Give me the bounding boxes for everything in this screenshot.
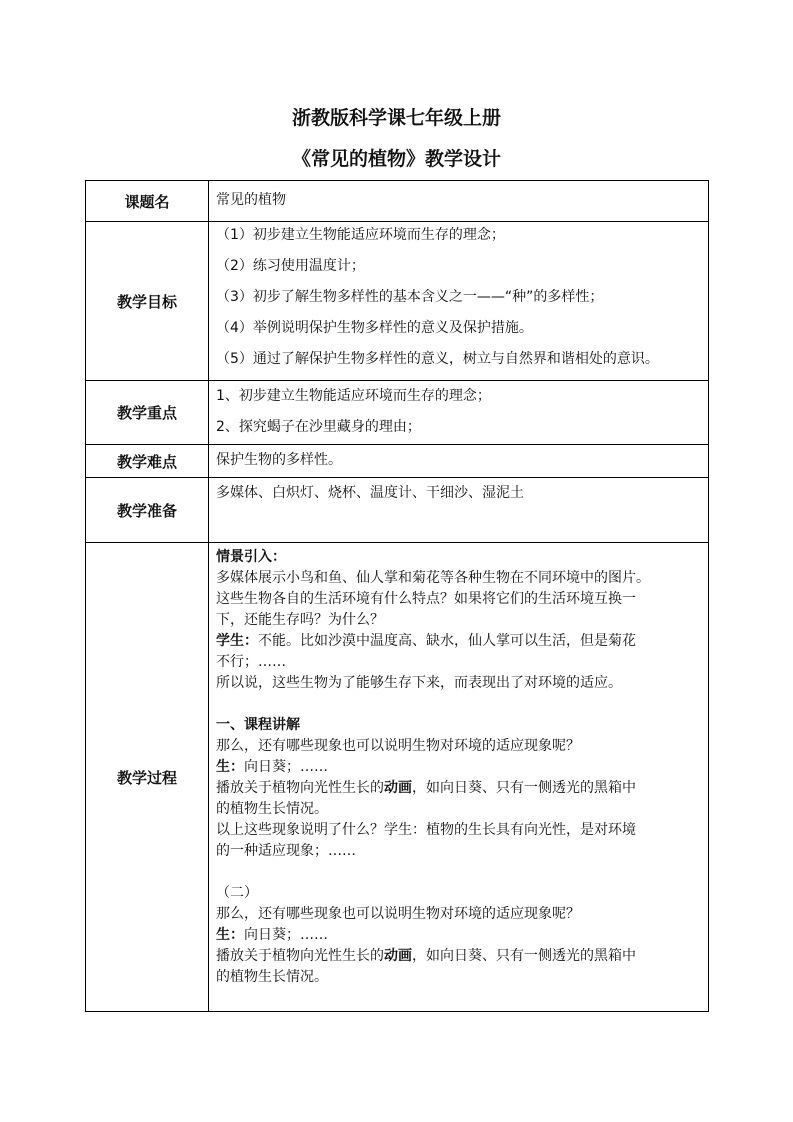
s1-play-post: ，如向日葵、只有一侧透光的黑箱中 bbox=[412, 780, 636, 796]
section1-heading: 一、课程讲解 bbox=[216, 717, 300, 733]
value-key-points bbox=[209, 381, 709, 445]
s1-answer-text: 向日葵；…… bbox=[244, 759, 328, 775]
intro-heading: 情景引入： bbox=[216, 549, 286, 565]
label-key-points: 教学重点 bbox=[86, 381, 209, 445]
s2-play-post: ，如向日葵、只有一侧透光的黑箱中 bbox=[412, 948, 636, 964]
document-subtitle: 《常见的植物》教学设计 bbox=[291, 148, 501, 170]
s1-answer-label: 生： bbox=[216, 759, 244, 775]
intro-line: 下，还能生存吗？为什么？ bbox=[216, 612, 384, 628]
label-preparation: 教学准备 bbox=[86, 478, 209, 543]
s2-question: 那么，还有哪些现象也可以说明生物对环境的适应现象呢？ bbox=[216, 906, 580, 922]
objective-item: （2）练习使用温度计； bbox=[216, 258, 365, 274]
s2-answer-text: 向日葵；…… bbox=[244, 927, 328, 943]
s1-question: 那么，还有哪些现象也可以说明生物对环境的适应现象呢？ bbox=[216, 738, 580, 754]
s1-play-pre: 播放关于植物向光性生长的 bbox=[216, 780, 384, 796]
intro-line: 多媒体展示小鸟和鱼、仙人掌和菊花等各种生物在不同环境中的图片。 bbox=[216, 570, 650, 586]
row-difficulty bbox=[86, 445, 709, 478]
label-objectives: 教学目标 bbox=[86, 222, 209, 381]
preparation-text: 多媒体、白炽灯、烧杯、温度计、干细沙、湿泥土 bbox=[216, 485, 524, 501]
objective-item: （3）初步了解生物多样性的基本含义之一——“种”的多样性； bbox=[216, 289, 604, 305]
s2-play bbox=[216, 946, 704, 967]
key-point-item: 2、探究蝎子在沙里藏身的理由； bbox=[216, 419, 421, 435]
student-answer-text: 不能。比如沙漠中温度高、缺水，仙人掌可以生活，但是菊花 bbox=[258, 633, 636, 649]
s1-play-cont: 的植物生长情况。 bbox=[216, 801, 328, 817]
s1-explain-cont: 的一种适应现象；…… bbox=[216, 843, 356, 859]
row-process bbox=[86, 543, 709, 1012]
s2-answer bbox=[216, 925, 704, 946]
s2-play-bold: 动画 bbox=[384, 948, 412, 964]
label-topic: 课题名 bbox=[86, 181, 209, 222]
objective-item: （1）初步建立生物能适应环境而生存的理念； bbox=[216, 227, 505, 243]
topic-text: 常见的植物 bbox=[216, 192, 286, 208]
label-process: 教学过程 bbox=[86, 543, 209, 1012]
document-title: 浙教版科学课七年级上册 bbox=[291, 107, 501, 129]
s2-answer-label: 生： bbox=[216, 927, 244, 943]
student-answer-cont: 不行；…… bbox=[216, 654, 286, 670]
value-preparation bbox=[209, 478, 709, 543]
difficulty-text: 保护生物的多样性。 bbox=[216, 452, 342, 468]
s1-play-bold: 动画 bbox=[384, 780, 412, 796]
s2-play-cont: 的植物生长情况。 bbox=[216, 969, 328, 985]
row-key-points bbox=[86, 381, 709, 445]
objective-item: （5）通过了解保护生物多样性的意义，树立与自然界和谐相处的意识。 bbox=[216, 351, 659, 367]
intro-conclusion: 所以说，这些生物为了能够生存下来，而表现出了对环境的适应。 bbox=[216, 675, 622, 691]
s1-play bbox=[216, 778, 704, 799]
s2-play-pre: 播放关于植物向光性生长的 bbox=[216, 948, 384, 964]
s1-answer bbox=[216, 757, 704, 778]
intro-line: 这些生物各自的生活环境有什么特点？如果将它们的生活环境互换一 bbox=[216, 591, 636, 607]
label-difficulty: 教学难点 bbox=[86, 445, 209, 478]
value-process bbox=[209, 543, 709, 1012]
row-preparation bbox=[86, 478, 709, 543]
section2-heading: （二） bbox=[216, 885, 258, 901]
value-difficulty bbox=[209, 445, 709, 478]
lesson-plan-table bbox=[85, 180, 709, 1012]
row-topic bbox=[86, 181, 709, 222]
s1-explain: 以上这些现象说明了什么？学生：植物的生长具有向光性，是对环境 bbox=[216, 822, 636, 838]
value-objectives bbox=[209, 222, 709, 381]
student-label: 学生： bbox=[216, 633, 258, 649]
objective-item: （4）举例说明保护生物多样性的意义及保护措施。 bbox=[216, 320, 533, 336]
key-point-item: 1、初步建立生物能适应环境而生存的理念； bbox=[216, 388, 491, 404]
student-answer bbox=[216, 631, 704, 652]
value-topic bbox=[209, 181, 709, 222]
row-objectives bbox=[86, 222, 709, 381]
